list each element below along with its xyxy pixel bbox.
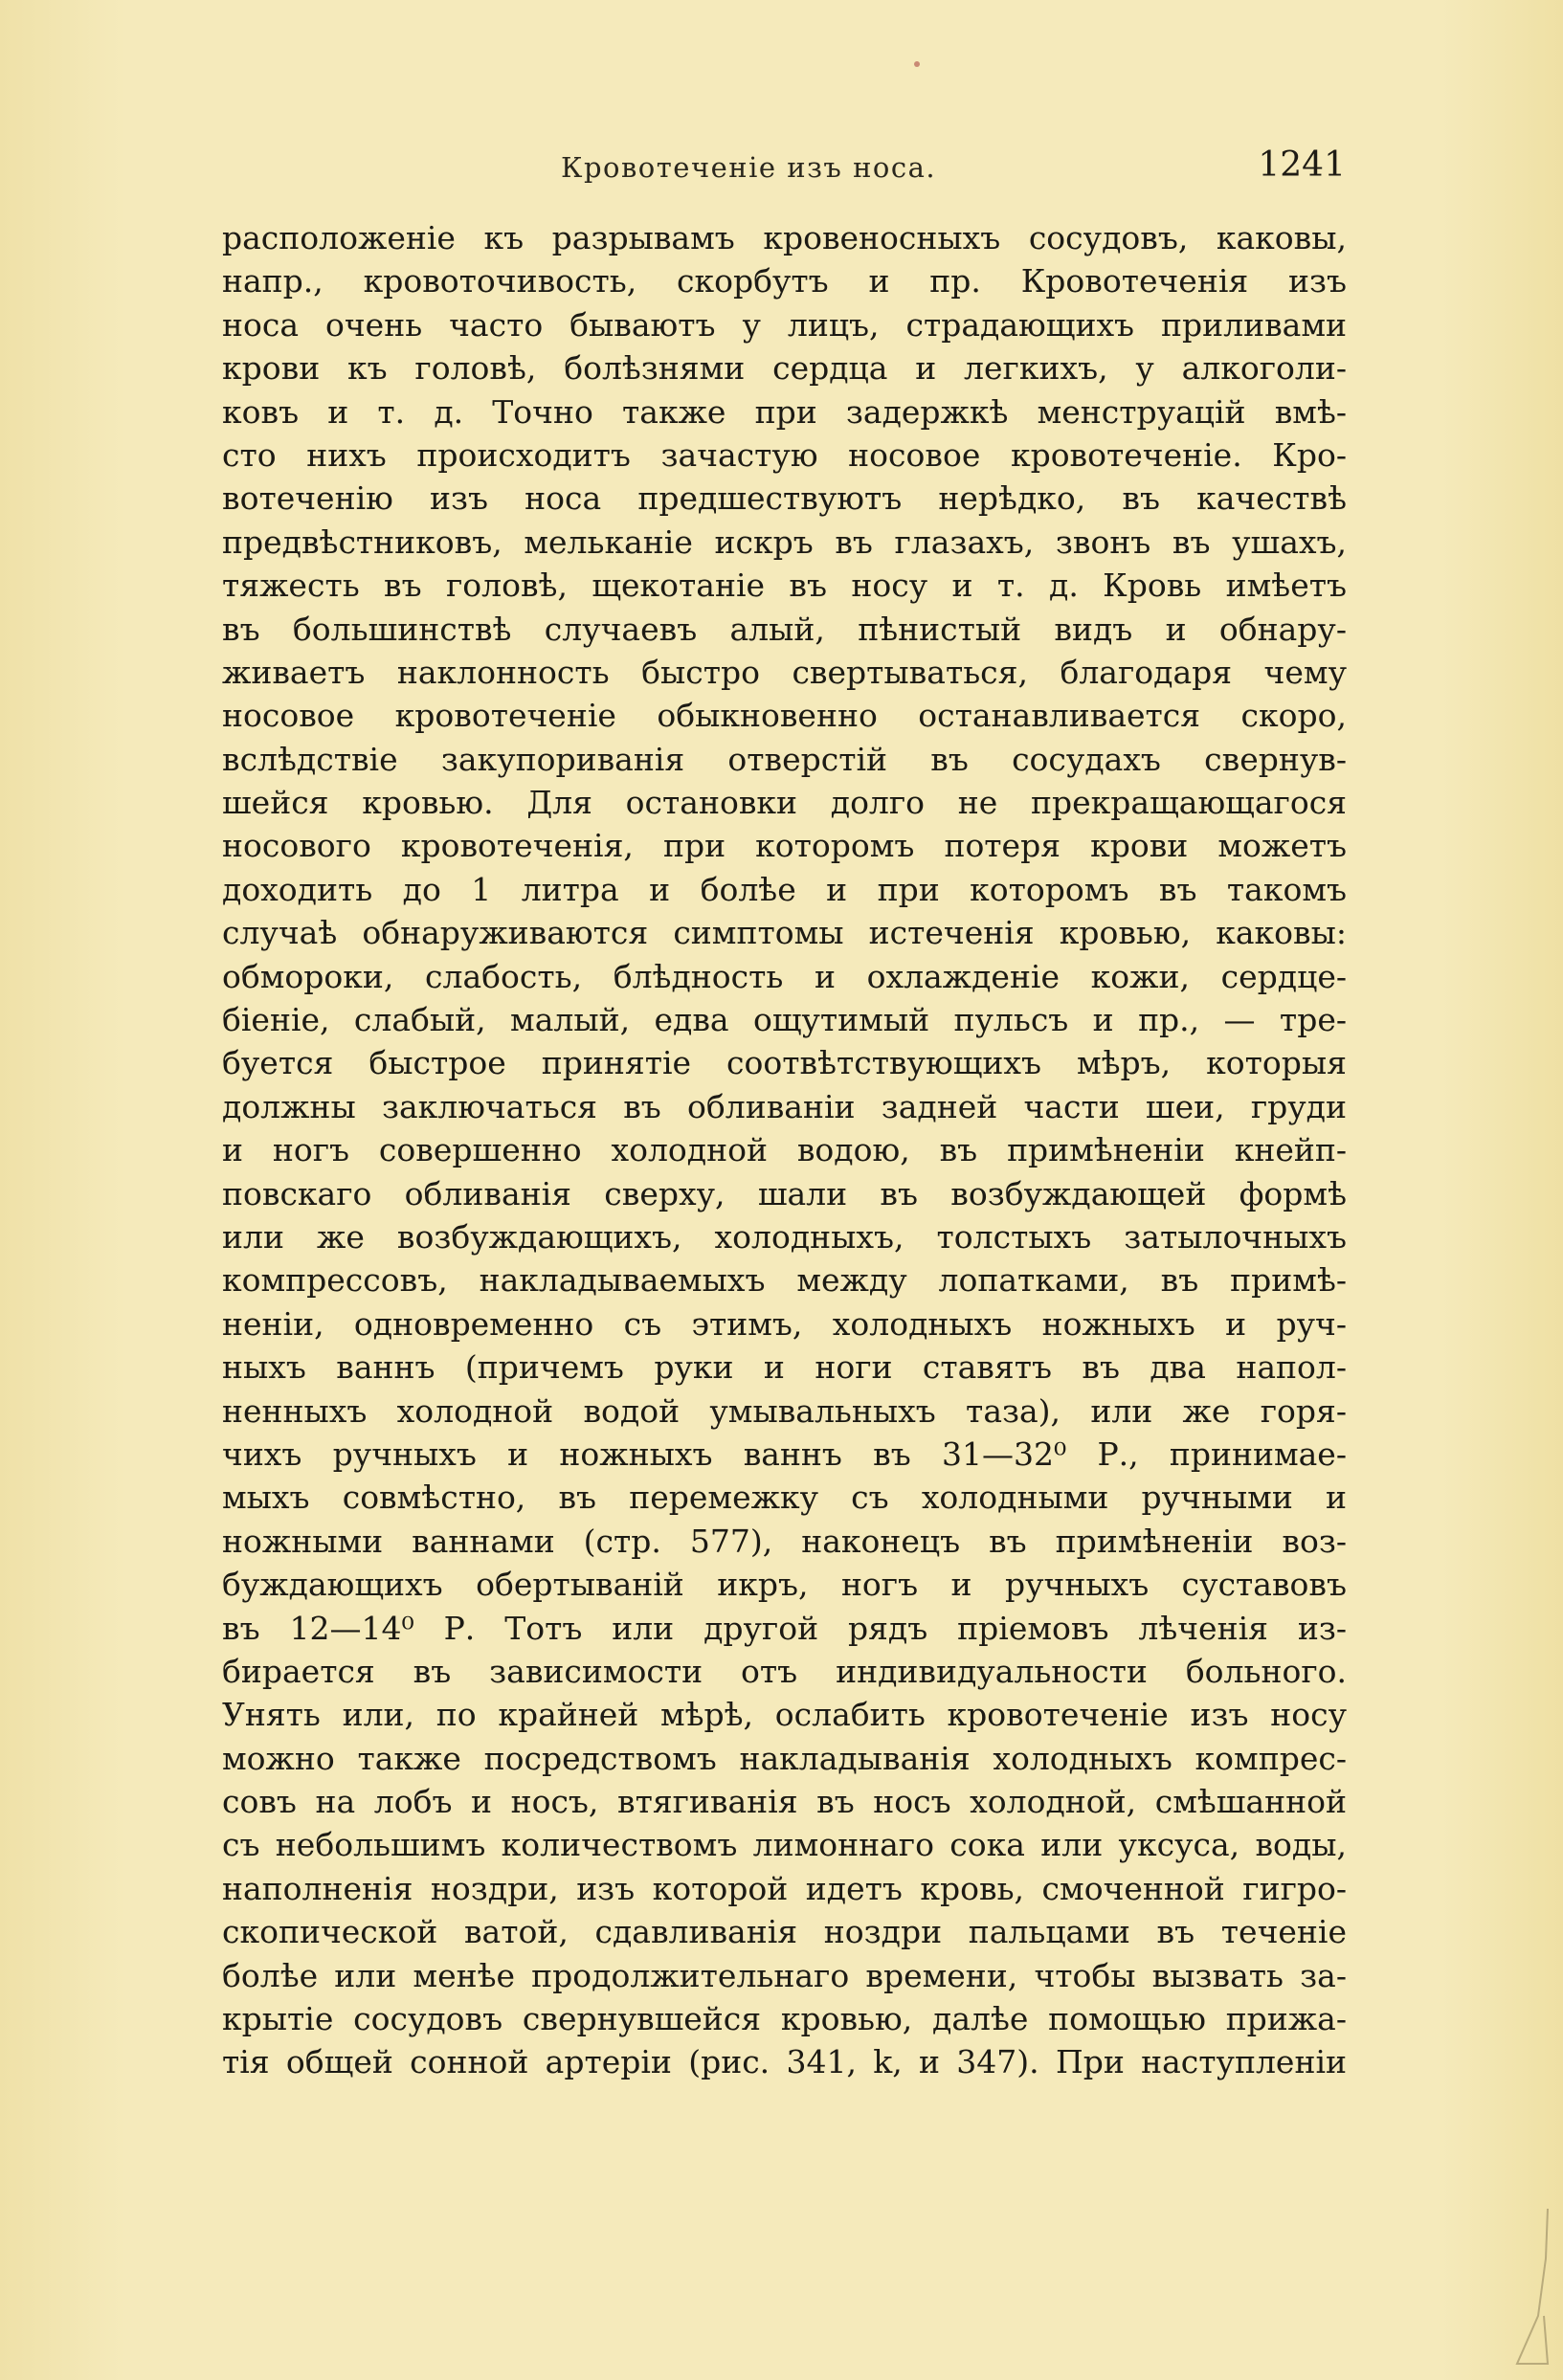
text-line: неніи, одновременно съ этимъ, холодныхъ ножныхъ и руч- (222, 1304, 1347, 1343)
running-title: Кровотеченіе изъ носа. (561, 151, 937, 184)
text-line: ненныхъ холодной водой умывальныхъ таза), или же горя- (222, 1391, 1347, 1430)
text-line: съ небольшимъ количествомъ лимоннаго сока или уксуса, воды, (222, 1826, 1347, 1864)
text-line: расположеніе къ разрывамъ кровеносныхъ сосудовъ, каковы, (222, 219, 1347, 256)
text-line: носа очень часто бываютъ у лицъ, страдающихъ приливами (222, 305, 1347, 344)
text-line: доходить до 1 литра и болѣе и при которомъ въ такомъ (222, 870, 1347, 908)
text-line: вслѣдствіе закупориванія отверстій въ сосудахъ свернув- (222, 740, 1347, 778)
page-number: 1241 (1258, 145, 1346, 185)
text-line: обмороки, слабость, блѣдность и охлажденіе кожи, сердце- (222, 957, 1347, 995)
text-line: тія общей сонной артеріи (рис. 341, k, и 347). При наступленіи (222, 2043, 1347, 2081)
text-line: носовое кровотеченіе обыкновенно останавливается скоро, (222, 697, 1347, 735)
text-line: біеніе, слабый, малый, едва ощутимый пульсъ и пр., — тре- (222, 1001, 1347, 1039)
text-line: шейся кровью. Для остановки долго не прекращающагося (222, 784, 1347, 822)
body-text (222, 216, 1347, 2084)
text-line: повскаго обливанія сверху, шали въ возбуждающей формѣ (222, 1174, 1347, 1212)
text-line: буждающихъ обертываній икръ, ногъ и ручныхъ суставовъ (222, 1566, 1347, 1604)
text-line: компрессовъ, накладываемыхъ между лопатками, въ примѣ- (222, 1261, 1347, 1300)
text-line: чихъ ручныхъ и ножныхъ ваннъ въ 31—32⁰ Р., принимае- (222, 1435, 1347, 1473)
text-line: наполненія ноздри, изъ которой идетъ кровь, смоченной гигро- (222, 1869, 1347, 1907)
text-line: можно также посредствомъ накладыванія холодныхъ компрес- (222, 1739, 1347, 1777)
text-line: тяжесть въ головѣ, щекотаніе въ носу и т. д. Кровь имѣетъ (222, 567, 1347, 605)
text-line: скопической ватой, сдавливанія ноздри пальцами въ теченіе (222, 1913, 1347, 1951)
text-line: ножными ваннами (стр. 577), наконецъ въ примѣненіи воз- (222, 1522, 1347, 1560)
text-line: случаѣ обнаруживаются симптомы истеченія кровью, каковы: (222, 914, 1347, 952)
text-line: ныхъ ваннъ (причемъ руки и ноги ставятъ въ два напол- (222, 1348, 1347, 1387)
text-line: предвѣстниковъ, мельканіе искръ въ глазахъ, звонъ въ ушахъ, (222, 523, 1347, 561)
ink-spot (914, 61, 920, 67)
text-line: напр., кровоточивость, скорбутъ и пр. Кровотеченія изъ (222, 262, 1347, 300)
text-line: мыхъ совмѣстно, въ перемежку съ холодными ручными и (222, 1479, 1347, 1517)
text-line: ковъ и т. д. Точно также при задержкѣ менструацій вмѣ- (222, 392, 1347, 431)
text-line: болѣе или менѣе продолжительнаго времени, чтобы вызвать за- (222, 1956, 1347, 1994)
text-line: буется быстрое принятіе соотвѣтствующихъ мѣръ, которыя (222, 1044, 1347, 1082)
text-line: сто нихъ происходитъ зачастую носовое кровотеченіе. Кро- (222, 435, 1347, 474)
text-line: въ большинствѣ случаевъ алый, пѣнистый видъ и обнару- (222, 610, 1347, 648)
text-line: должны заключаться въ обливаніи задней части шеи, груди (222, 1087, 1347, 1125)
text-line: и ногъ совершенно холодной водою, въ примѣненіи кнейп- (222, 1131, 1347, 1169)
text-line: въ 12—14⁰ Р. Тотъ или другой рядъ пріемовъ лѣченія из- (222, 1609, 1347, 1647)
page-header (226, 145, 1346, 193)
text-line: бирается въ зависимости отъ индивидуальности больного. (222, 1652, 1347, 1690)
text-line: живаетъ наклонность быстро свертываться, благодаря чему (222, 653, 1347, 691)
text-line: совъ на лобъ и носъ, втягиванія въ носъ холодной, смѣшанной (222, 1783, 1347, 1821)
text-line: крови къ головѣ, болѣзнями сердца и легкихъ, у алкоголи- (222, 349, 1347, 388)
text-line: Унять или, по крайней мѣрѣ, ослабить кровотеченіе изъ носу (222, 1696, 1347, 1734)
text-line: или же возбуждающихъ, холодныхъ, толстыхъ затылочныхъ (222, 1217, 1347, 1256)
pencil-mark (1488, 2201, 1555, 2373)
text-line: носового кровотеченія, при которомъ потеря крови можетъ (222, 827, 1347, 865)
text-line: крытіе сосудовъ свернувшейся кровью, далѣе помощью прижа- (222, 2000, 1347, 2038)
text-line: вотеченію изъ носа предшествуютъ нерѣдко, въ качествѣ (222, 479, 1347, 518)
